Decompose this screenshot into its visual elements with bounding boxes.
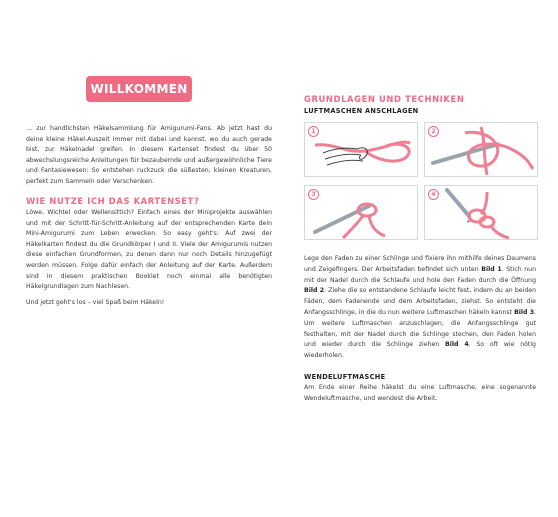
- intro-paragraph: … zur handlichsten Häkelsammlung für Amigurumi-Fans. Ab jetzt hast du deine kleine Häkel-Auszeit immer mit dabei und kannst, wo du auch gerade bist, zur Häkelnadel greifen. In diesem Kartenset findest du über 50 abwechslungsreiche Anleitungen für bezaubernde und außergewöhnliche Tiere und Fantasiewesen: So entstehen ruckzuck die süßesten, kleinen Kreaturen, perfekt zum Sammeln oder Verschenken.: [26, 125, 272, 185]
- instruction-text: . Stich nun mit der Nadel durch die Schlaufe und hole den Faden durch die Öffnung: [304, 265, 536, 284]
- section-heading-usage: WIE NUTZE ICH DAS KARTENSET?: [26, 196, 200, 206]
- hook-through-loop-illustration: [425, 123, 537, 176]
- instruction-text: . So oft wie nötig wiederholen.: [304, 341, 536, 360]
- chain-stitch-illustration: [425, 186, 537, 239]
- figure-4: [424, 185, 538, 240]
- figure-number-badge: 3: [308, 189, 319, 200]
- section-heading-basics: GRUNDLAGEN UND TECHNIKEN: [304, 94, 465, 104]
- figure-number-badge: 2: [428, 126, 439, 137]
- figure-reference: Bild 2: [304, 287, 325, 295]
- usage-paragraph: Löwe, Wichtel oder Wellensittich? Einfach eines der Miniprojekte auswählen und mit der Schritt-für-Schritt-Anleitung auf der entsprechenden Karte dein Mini-Amigurumi zum Leben erwecken. So easy geht's: Auf zwei der Häkelkarten findest du die Grundkörper I und II. Viele der Amigurumis nutzen diese einfachen Grundformen, zu denen dann nur noch Details hinzugefügt werden müssen. Folge dafür einfach der Anleitung auf der Karte. Außerdem sind in diesem praktischen Booklet noch einmal alle benötigten Häkelgrundlagen zum Nachlesen.: [26, 209, 272, 291]
- figure-number-badge: 4: [428, 189, 439, 200]
- figure-1: [304, 122, 418, 177]
- turning-chain-paragraph: Am Ende einer Reihe häkelst du eine Luftmasche, eine sogenannte Wendeluftmasche, und wendest die Arbeit.: [304, 384, 536, 402]
- instruction-figures: [304, 122, 536, 244]
- welcome-banner: WILLKOMMEN: [86, 76, 192, 102]
- subheading-chain-stitch: LUFTMASCHEN ANSCHLAGEN: [304, 107, 419, 115]
- instruction-text: . Ziehe die so entstandene Schlaufe leicht fest, indem du an beiden Fäden, dem Fadenende und dem Arbeitsfaden, ziehst. So entsteht die Anfangsschlinge, in die du nun weitere Luftmaschen häkeln kannst: [304, 287, 536, 316]
- figure-number-badge: 1: [308, 126, 319, 137]
- figure-reference: Bild 4: [444, 341, 469, 349]
- figure-reference: Bild 3: [514, 308, 535, 316]
- figure-3: [304, 185, 418, 240]
- figure-2: [424, 122, 538, 177]
- yarn-loop-hand-illustration: [305, 123, 417, 176]
- instruction-text: . Um weitere Luftmaschen anzuschlagen, die Anfangsschlinge gut festhalten, mit der Nadel durch die Schlinge stechen, den Faden holen und wieder durch die Schlinge ziehen: [304, 308, 536, 349]
- subheading-turning-chain: WENDELUFTMASCHE: [304, 373, 386, 381]
- slip-knot-illustration: [305, 186, 417, 239]
- closing-line: Und jetzt geht's los – viel Spaß beim Häkeln!: [26, 299, 165, 306]
- chain-stitch-instructions: [304, 254, 536, 362]
- figure-reference: Bild 1: [481, 265, 502, 273]
- instruction-text: Lege den Faden zu einer Schlinge und fixiere ihn mithilfe deines Daumens und Zeigefingers. Der Arbeitsfaden befindet sich unten: [304, 255, 536, 273]
